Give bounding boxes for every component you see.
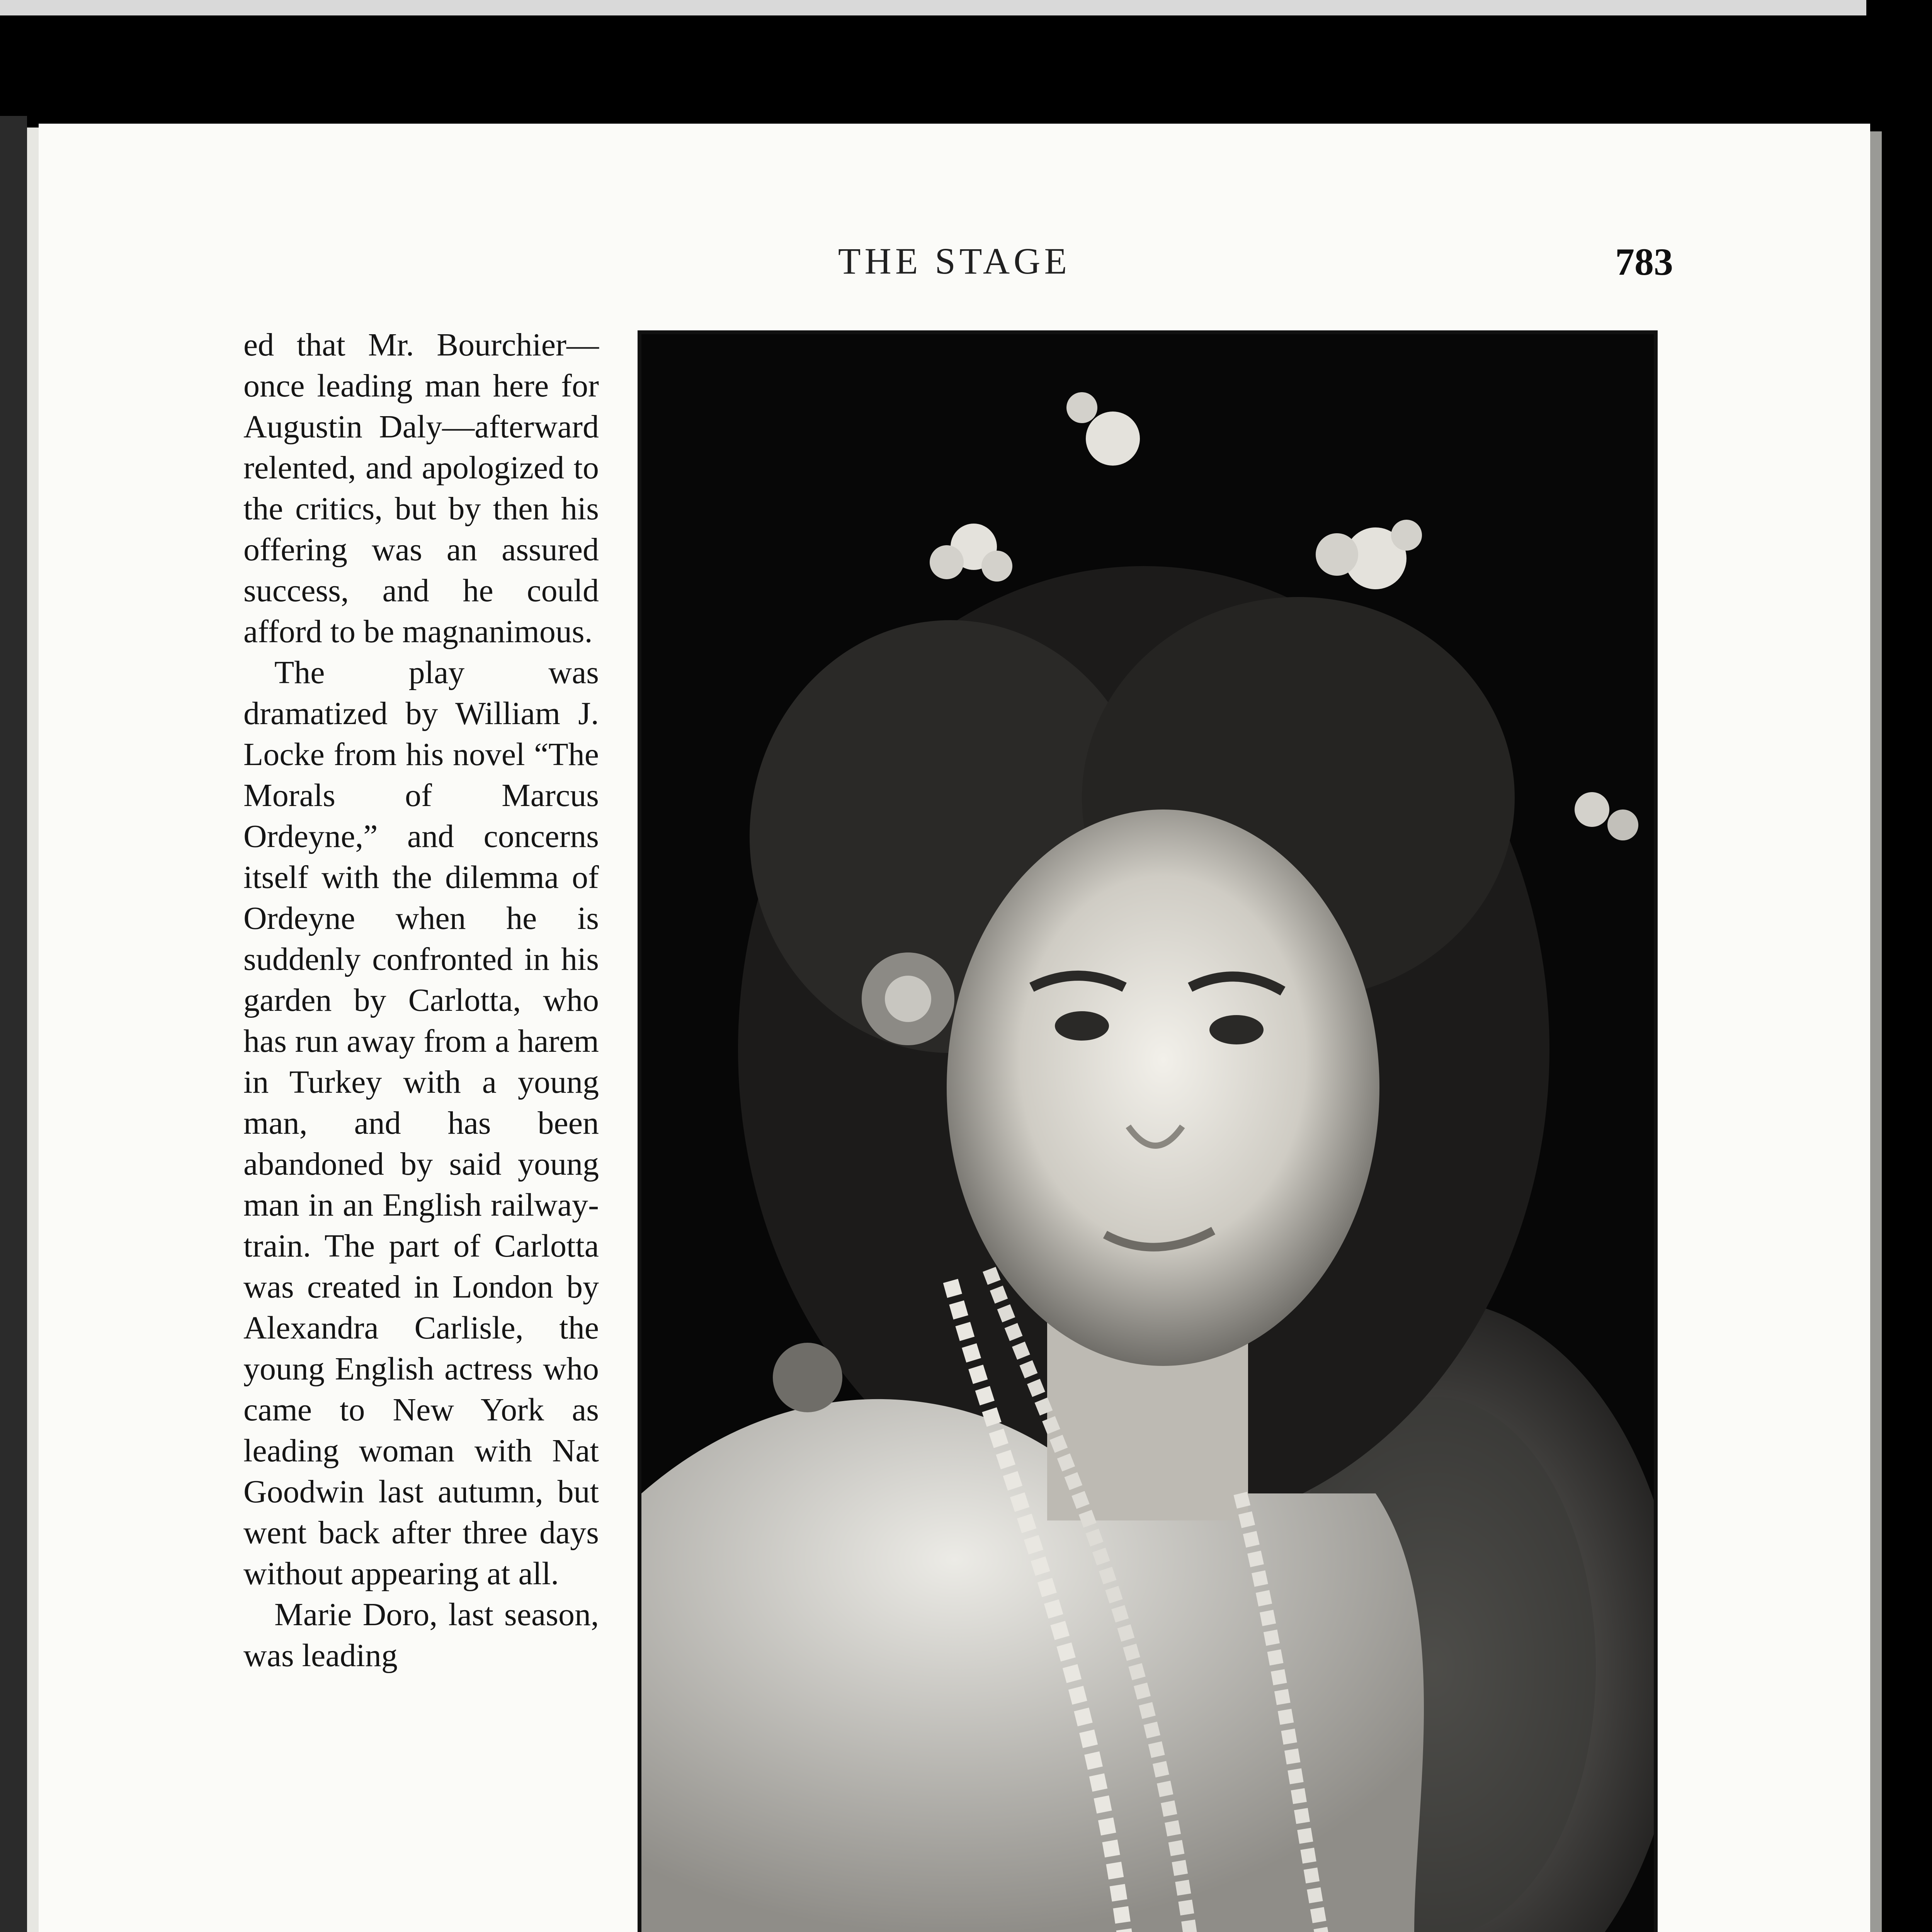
previous-page-margin bbox=[27, 128, 39, 1932]
page-number: 783 bbox=[1615, 240, 1673, 283]
portrait-image bbox=[641, 334, 1654, 1932]
scan-top-strip bbox=[0, 0, 1866, 15]
page-right-edge bbox=[1870, 131, 1882, 1932]
paragraph: The play was dramatized by William J. Locke from his novel “The Morals of Marcus Ordeyne,” and concerns itself with the dilemma of Ordeyne when he is suddenly confronted in his garden by Carlotta, who has run away from a harem in Turkey with a young man, and has been abandoned by said young man in an English railway-train. The part of Carlotta was created in London by Alexandra Carlisle, the young English actress who came to New York as leading woman with Nat Goodwin last autumn, but went back after three days without appearing at all. bbox=[243, 655, 599, 1592]
left-text-column bbox=[243, 325, 599, 1676]
portrait-photograph bbox=[638, 330, 1658, 1932]
previous-page-edge bbox=[0, 116, 27, 1932]
running-title: THE STAGE bbox=[838, 240, 1071, 282]
paragraph: ed that Mr. Bourchier—once leading man here for Augustin Daly—afterward relented, and apologized to the critics, but by then his offering was an assured success, and he could afford to be magnanimous. bbox=[243, 327, 599, 650]
paragraph: Marie Doro, last season, was leading bbox=[243, 1597, 599, 1673]
